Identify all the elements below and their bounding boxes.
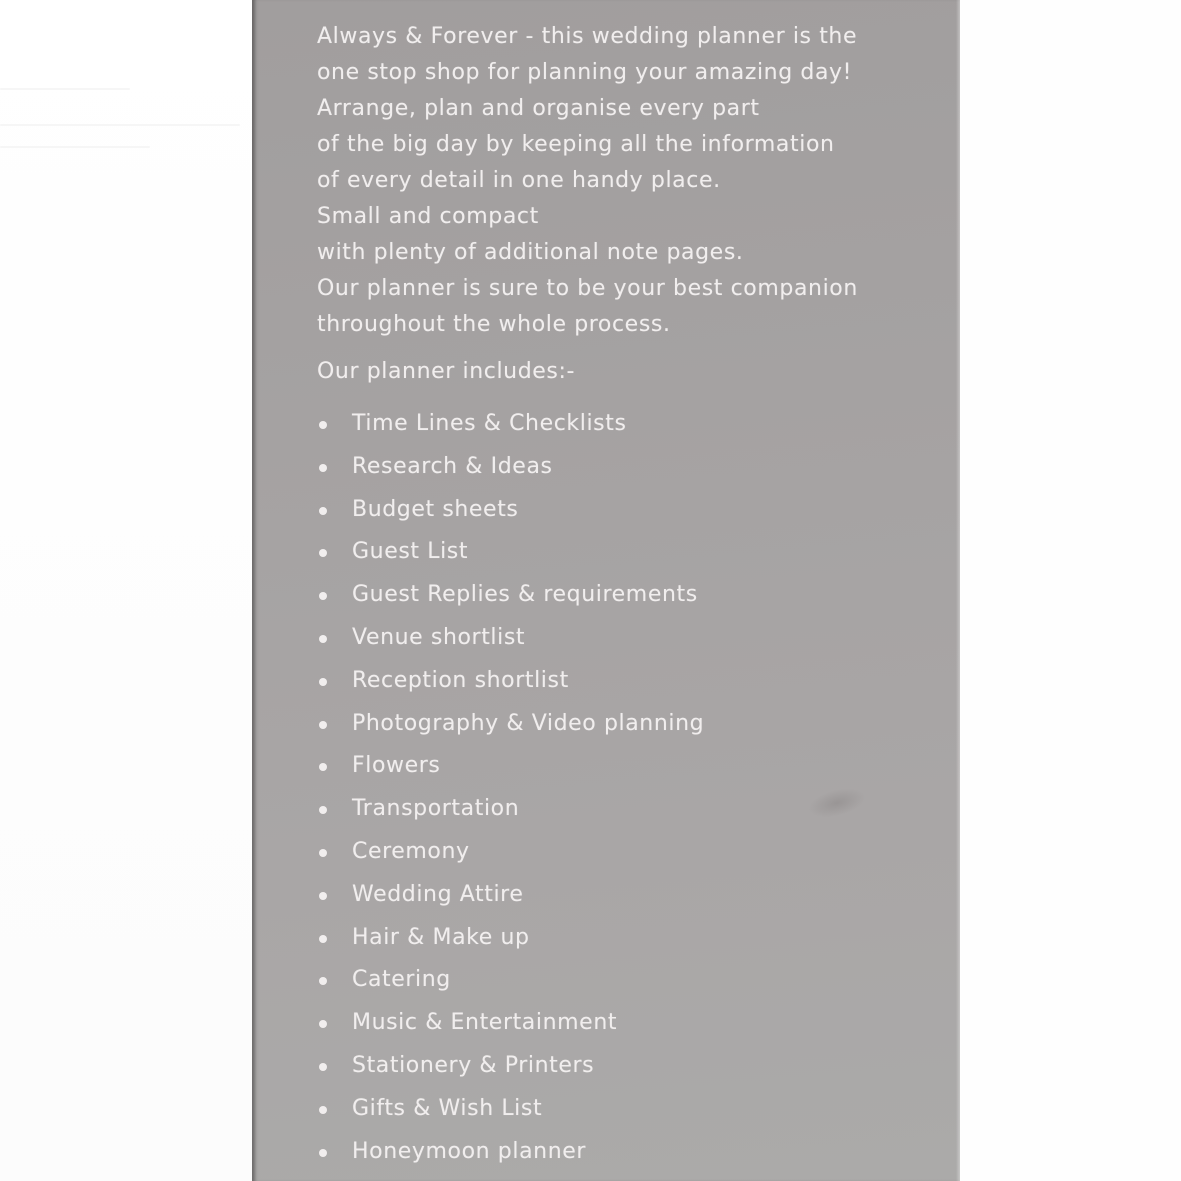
bullet-dot-icon xyxy=(319,464,327,472)
list-item xyxy=(316,962,704,1005)
list-item xyxy=(316,1005,704,1048)
bullet-dot-icon xyxy=(319,1149,327,1157)
list-item xyxy=(316,834,704,877)
bullet-dot-icon xyxy=(319,635,327,643)
cover-edge-highlight xyxy=(956,0,960,1181)
background-right xyxy=(960,0,1181,1181)
list-item-label: Music & Entertainment xyxy=(352,1010,618,1036)
bullet-dot-icon xyxy=(319,678,327,686)
list-item xyxy=(316,1134,704,1177)
list-item xyxy=(316,748,704,791)
list-item-label: Guest Replies & requirements xyxy=(352,582,698,608)
list-item xyxy=(316,791,704,834)
list-item-label: Flowers xyxy=(352,753,441,779)
bullet-dot-icon xyxy=(319,1020,327,1028)
list-item xyxy=(316,877,704,920)
list-item-label: Time Lines & Checklists xyxy=(352,411,627,436)
list-item-label: Guest List xyxy=(352,539,469,565)
includes-list xyxy=(316,406,704,1176)
list-item-label: Budget sheets xyxy=(352,496,519,522)
list-item-label: Photography & Video planning xyxy=(352,710,705,736)
includes-heading: Our planner includes:- xyxy=(317,359,576,384)
intro-line: Small and compact xyxy=(317,204,539,229)
list-item xyxy=(316,1091,704,1134)
list-item xyxy=(316,406,704,449)
list-item xyxy=(316,706,704,749)
intro-line: throughout the whole process. xyxy=(317,312,671,337)
intro-line: one stop shop for planning your amazing day! xyxy=(317,60,853,85)
intro-line: Arrange, plan and organise every part xyxy=(317,96,760,121)
list-item-label: Ceremony xyxy=(352,838,470,864)
bullet-dot-icon xyxy=(319,806,327,814)
bullet-dot-icon xyxy=(319,763,327,771)
list-item-label: Gifts & Wish List xyxy=(352,1095,543,1121)
background-left xyxy=(0,0,252,1181)
bullet-dot-icon xyxy=(319,1106,327,1114)
list-item-label: Hair & Make up xyxy=(352,924,530,950)
list-item-label: Stationery & Printers xyxy=(352,1052,595,1078)
bullet-dot-icon xyxy=(319,592,327,600)
bullet-dot-icon xyxy=(319,849,327,857)
faint-background-mark xyxy=(0,146,150,148)
intro-line: Our planner is sure to be your best companion xyxy=(317,276,858,301)
bullet-dot-icon xyxy=(319,507,327,515)
bullet-dot-icon xyxy=(319,1063,327,1071)
list-item-label: Research & Ideas xyxy=(352,453,553,479)
faint-background-mark xyxy=(0,124,240,126)
list-item xyxy=(316,577,704,620)
bullet-dot-icon xyxy=(319,892,327,900)
list-item xyxy=(316,1048,704,1091)
list-item-label: Honeymoon planner xyxy=(352,1138,587,1164)
bullet-dot-icon xyxy=(319,421,327,429)
list-item-label: Transportation xyxy=(352,796,520,822)
intro-line: with plenty of additional note pages. xyxy=(317,240,744,265)
list-item xyxy=(316,620,704,663)
list-item-label: Wedding Attire xyxy=(352,881,524,907)
list-item-label: Reception shortlist xyxy=(352,667,569,693)
list-item xyxy=(316,663,704,706)
faint-background-mark xyxy=(0,88,130,90)
bullet-dot-icon xyxy=(319,977,327,985)
intro-line: Always & Forever - this wedding planner is the xyxy=(317,24,858,49)
list-item xyxy=(316,534,704,577)
intro-line: of every detail in one handy place. xyxy=(317,168,721,193)
list-item-label: Catering xyxy=(352,967,451,993)
list-item xyxy=(316,449,704,492)
list-item xyxy=(316,492,704,535)
bullet-dot-icon xyxy=(319,549,327,557)
list-item-label: Venue shortlist xyxy=(352,624,526,650)
bullet-dot-icon xyxy=(319,935,327,943)
intro-line: of the big day by keeping all the information xyxy=(317,132,835,157)
bullet-dot-icon xyxy=(319,721,327,729)
intro-paragraph xyxy=(317,19,858,343)
list-item xyxy=(316,920,704,963)
